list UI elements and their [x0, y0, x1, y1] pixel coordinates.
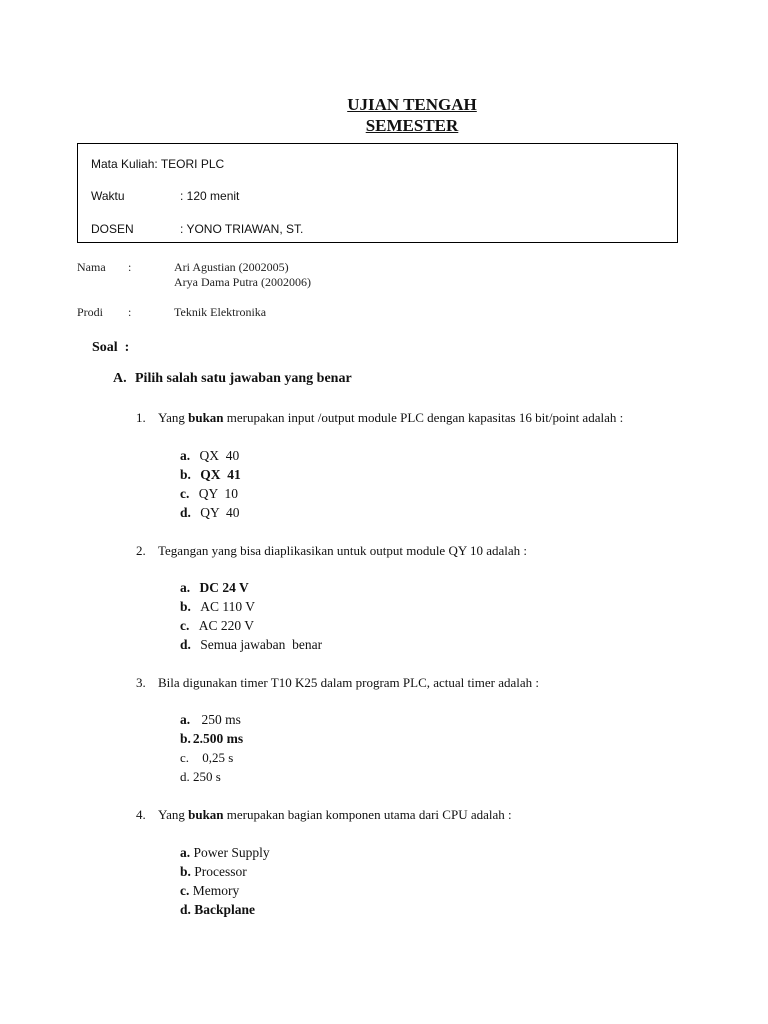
question-text	[158, 807, 512, 823]
question-number: 2.	[136, 543, 146, 558]
option-text: Processor	[194, 864, 247, 879]
option-letter: c.	[180, 750, 190, 765]
name-colon: :	[128, 260, 132, 274]
option-letter: a.	[180, 580, 191, 595]
question-text-pre: Yang	[158, 410, 189, 425]
option-d[interactable]	[180, 505, 240, 521]
student-name-2: Arya Dama Putra (2002006)	[174, 275, 311, 289]
option-b[interactable]	[180, 467, 241, 483]
option-text: AC 110 V	[200, 599, 256, 614]
soal-heading: Soal :	[92, 340, 130, 355]
option-letter: b.	[180, 864, 191, 879]
option-text: 250 ms	[201, 712, 241, 727]
question-number: 4.	[136, 807, 146, 822]
name-label: Nama	[77, 260, 106, 274]
option-letter: b.	[180, 467, 191, 482]
option-a[interactable]	[180, 448, 239, 464]
option-text: AC 220 V	[198, 618, 255, 633]
option-text: Memory	[192, 883, 240, 898]
option-letter: d.	[180, 637, 191, 652]
question-emphasis: bukan	[188, 410, 224, 425]
option-letter: d.	[180, 505, 191, 520]
option-d[interactable]	[180, 769, 221, 785]
option-c[interactable]	[180, 618, 254, 634]
option-text: Power Supply	[193, 845, 270, 860]
option-c[interactable]	[180, 883, 239, 899]
program-value: Teknik Elektronika	[174, 305, 267, 319]
option-c[interactable]	[180, 750, 233, 766]
option-letter: a.	[180, 845, 191, 860]
section-a-marker: A.	[113, 371, 127, 386]
option-text: QX 41	[200, 467, 241, 482]
option-letter: b.	[180, 599, 191, 614]
question-text-post: merupakan input /output module PLC dengan kapasitas 16 bit/point adalah :	[223, 410, 624, 425]
option-letter: b.	[180, 731, 191, 746]
lecturer-label: DOSEN	[91, 222, 134, 236]
option-b[interactable]	[180, 731, 243, 747]
section-a-title: Pilih salah satu jawaban yang benar	[135, 371, 352, 386]
option-text: 0,25 s	[202, 750, 234, 765]
option-a[interactable]	[180, 712, 241, 728]
time-value: : 120 menit	[180, 189, 240, 203]
option-a[interactable]	[180, 580, 249, 596]
option-text: QY 10	[198, 486, 238, 501]
option-a[interactable]	[180, 845, 270, 861]
option-letter: a.	[180, 712, 191, 727]
question-text: Tegangan yang bisa diaplikasikan untuk output module QY 10 adalah :	[158, 543, 528, 558]
option-letter: d.	[180, 769, 190, 784]
option-letter: d.	[180, 902, 191, 917]
option-text: 2.500 ms	[192, 731, 244, 746]
title-line-2: SEMESTER	[365, 116, 459, 135]
time-label: Waktu	[91, 189, 125, 203]
title-line-1: UJIAN TENGAH	[347, 95, 477, 114]
option-letter: c.	[180, 486, 190, 501]
option-b[interactable]	[180, 864, 247, 880]
question-emphasis: bukan	[188, 807, 224, 822]
option-c[interactable]	[180, 486, 238, 502]
program-colon: :	[128, 305, 132, 319]
option-text: Semua jawaban benar	[200, 637, 323, 652]
question-text	[158, 410, 623, 426]
option-text: 250 s	[193, 769, 221, 784]
question-text: Bila digunakan timer T10 K25 dalam program PLC, actual timer adalah :	[158, 675, 539, 690]
option-letter: c.	[180, 618, 190, 633]
option-d[interactable]	[180, 637, 322, 653]
course-name: Mata Kuliah: TEORI PLC	[91, 157, 225, 171]
question-number: 3.	[136, 675, 146, 690]
option-letter: a.	[180, 448, 191, 463]
question-text-pre: Yang	[158, 807, 189, 822]
program-label: Prodi	[77, 305, 104, 319]
option-b[interactable]	[180, 599, 255, 615]
option-text: QX 40	[199, 448, 240, 463]
option-d[interactable]	[180, 902, 255, 918]
course-info-box	[77, 143, 678, 243]
student-name-1: Ari Agustian (2002005)	[174, 260, 289, 274]
lecturer-value: : YONO TRIAWAN, ST.	[180, 222, 304, 236]
question-number: 1.	[136, 410, 146, 425]
option-text: DC 24 V	[199, 580, 249, 595]
option-text: QY 40	[200, 505, 240, 520]
option-text: Backplane	[194, 902, 256, 917]
question-text-post: merupakan bagian komponen utama dari CPU adalah :	[223, 807, 512, 822]
option-letter: c.	[180, 883, 190, 898]
